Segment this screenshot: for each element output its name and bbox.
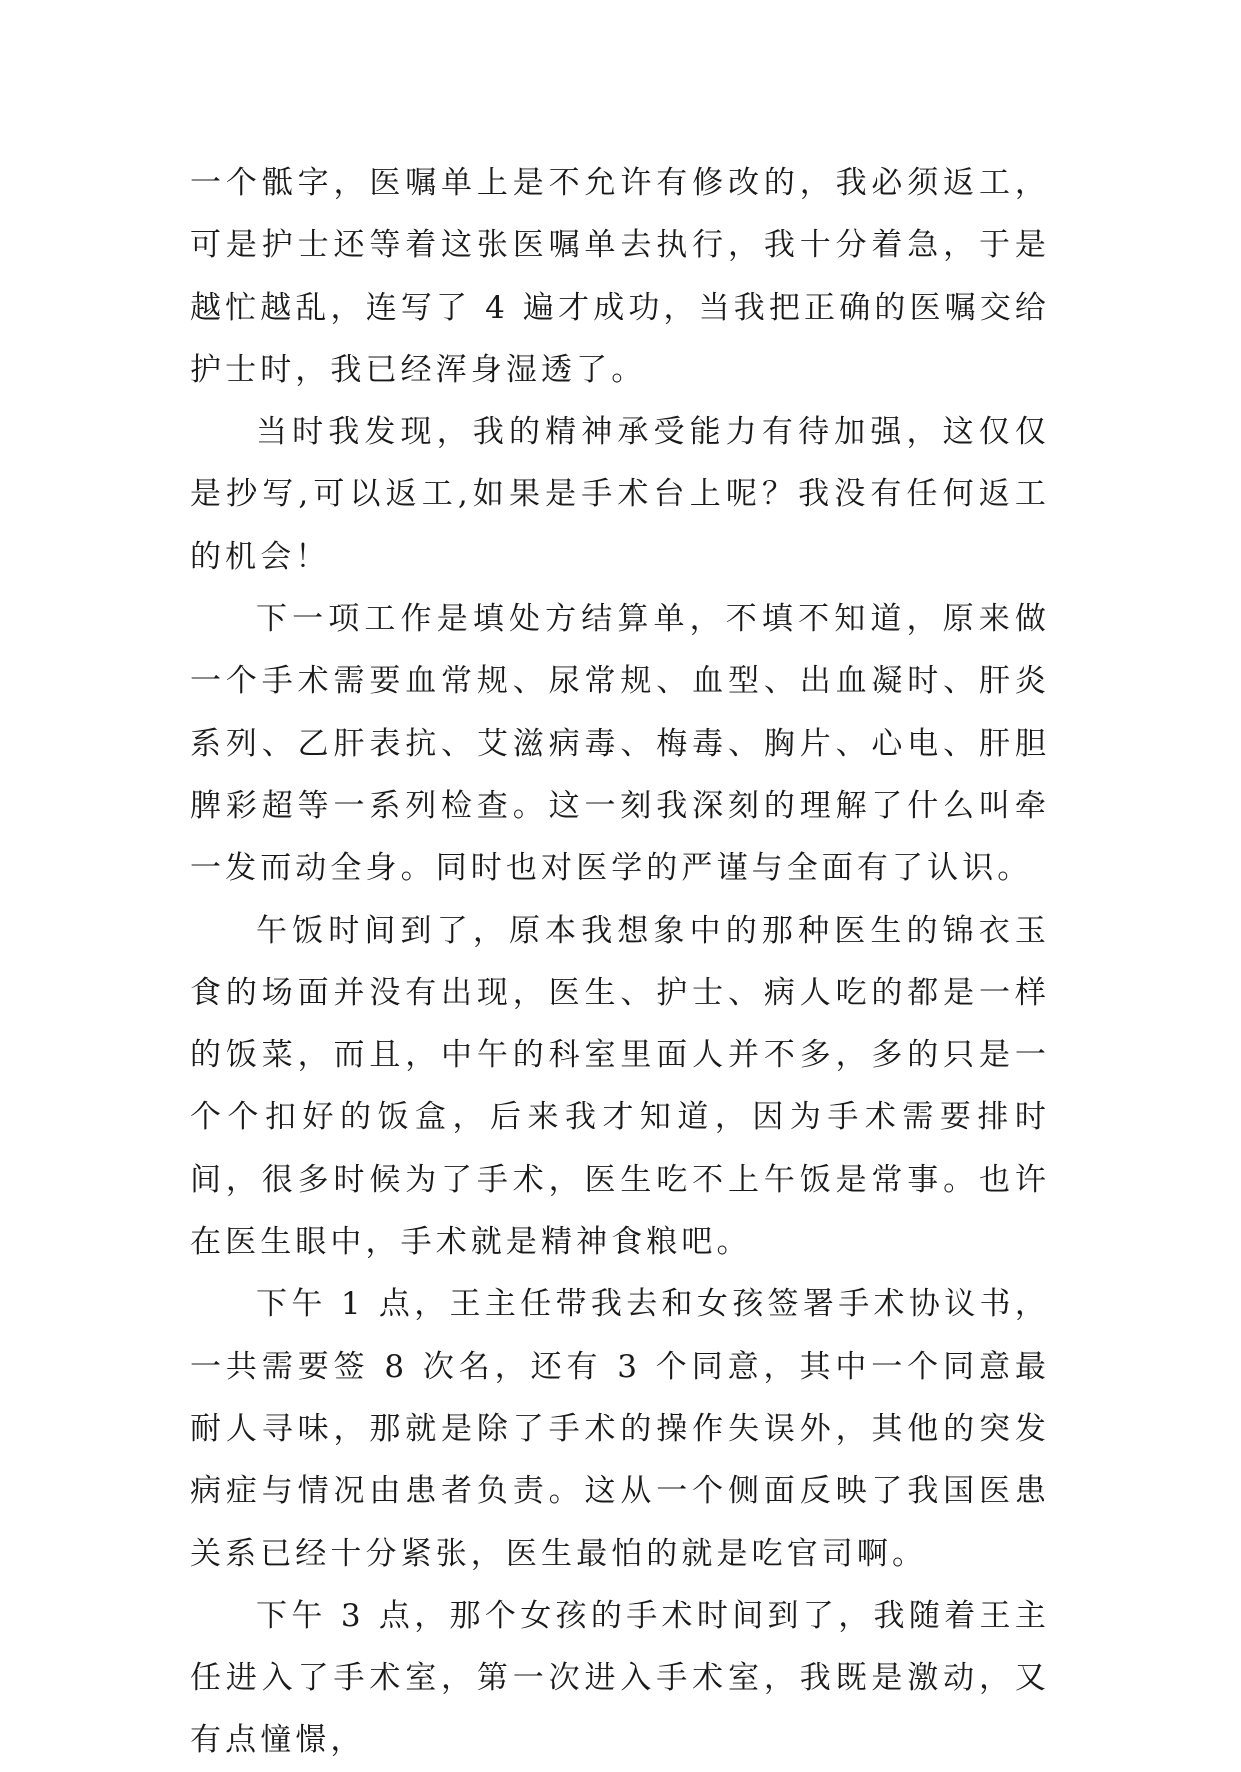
paragraph-6: 下午 3 点，那个女孩的手术时间到了，我随着王主任进入了手术室，第一次进入手术室，我既是激动，又有点憧憬， — [190, 1597, 1050, 1759]
paragraph-2: 当时我发现，我的精神承受能力有待加强，这仅仅是抄写,可以返工,如果是手术台上呢？我没有任何返工的机会！ — [190, 414, 1050, 575]
paragraph-1: 一个骶字，医嘱单上是不允许有修改的，我必须返工，可是护士还等着这张医嘱单去执行，我十分着急，于是越忙越乱，连写了 4 遍才成功，当我把正确的医嘱交给护士时，我已经浑身湿透了。 — [190, 165, 1050, 388]
paragraph-3: 下一项工作是填处方结算单，不填不知道，原来做一个手术需要血常规、尿常规、血型、出血凝时、肝炎系列、乙肝表抗、艾滋病毒、梅毒、胸片、心电、肝胆脾彩超等一系列检查。这一刻我深刻的理解了什么叫牵一发而动全身。同时也对医学的严谨与全面有了认识。 — [190, 601, 1050, 887]
paragraph-5: 下午 1 点，王主任带我去和女孩签署手术协议书，一共需要签 8 次名，还有 3 个同意，其中一个同意最耐人寻味，那就是除了手术的操作失误外，其他的突发病症与情况由患者负责。这从一个侧面反映了我国医患关系已经十分紧张，医生最怕的就是吃官司啊。 — [190, 1286, 1050, 1572]
paragraph-4: 午饭时间到了，原本我想象中的那种医生的锦衣玉食的场面并没有出现，医生、护士、病人吃的都是一样的饭菜，而且，中午的科室里面人并不多，多的只是一个个扣好的饭盒，后来我才知道，因为手术需要排时间，很多时候为了手术，医生吃不上午饭是常事。也许在医生眼中，手术就是精神食粮吧。 — [190, 912, 1050, 1261]
body-text — [190, 152, 1050, 1772]
